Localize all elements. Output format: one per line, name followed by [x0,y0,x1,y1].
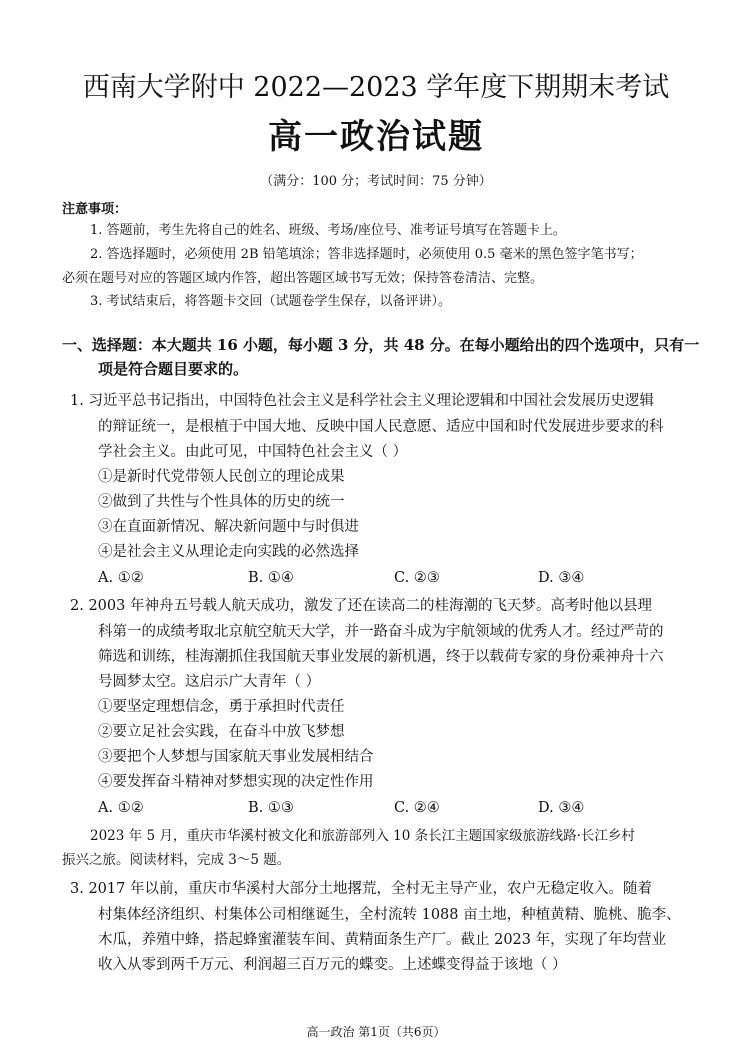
question-1-options [98,567,658,589]
option-a: A. ①② [98,800,144,816]
question-3-line-4: 收入从零到两千万元、利润超三百万元的蝶变。上述蝶变得益于该地（ ） [98,957,567,973]
question-2-options [98,797,658,819]
option-b: B. ①③ [248,800,294,816]
question-2-statement-2: ②要立足社会实践，在奋斗中放飞梦想 [98,724,345,740]
notice-item-3: 3. 考试结束后，将答题卡交回（试题卷学生保存，以备评讲）。 [90,294,452,309]
option-d: D. ③④ [538,570,585,586]
question-3-line-1: 3. 2017 年以前，重庆市华溪村大部分土地撂荒，全村无主导产业，农户无稳定收入。随着 [70,881,652,897]
option-d: D. ③④ [538,800,585,816]
question-2-statement-3: ③要把个人梦想与国家航天事业发展相结合 [98,749,374,765]
question-1-line-3: 学社会主义。由此可见，中国特色社会主义（ ） [98,444,408,460]
notice-heading: 注意事项： [62,202,128,217]
question-1-line-2: 的辩证统一，是根植于中国大地、反映中国人民意愿、适应中国和时代发展进步要求的科 [98,419,664,435]
option-c: C. ②③ [394,570,440,586]
exam-info: （满分：100 分；考试时间：75 分钟） [260,174,492,189]
notice-item-1: 1. 答题前，考生先将自己的姓名、班级、考场/座位号、准考证号填写在答题卡上。 [90,223,566,238]
material-line-1: 2023 年 5 月，重庆市华溪村被文化和旅游部列入 10 条长江主题国家级旅游线路·长江乡村 [90,828,635,844]
question-2-line-4: 号圆梦太空。这启示广大青年（ ） [98,674,321,690]
notice-item-2-line-2: 必须在题号对应的答题区域内作答，超出答题区域书写无效；保持答卷清洁、完整。 [62,271,544,286]
question-2-statement-4: ④要发挥奋斗精神对梦想实现的决定性作用 [98,774,374,790]
question-1-statement-1: ①是新时代党带领人民创立的理论成果 [98,469,345,485]
page-footer: 高一政治 第1页（共6页） [306,1025,446,1039]
option-c: C. ②④ [394,800,440,816]
option-b: B. ①④ [248,570,294,586]
question-1-statement-4: ④是社会主义从理论走向实践的必然选择 [98,544,359,560]
exam-title: 西南大学附中 2022—2023 学年度下期期末考试 [82,72,670,103]
question-2-statement-1: ①要坚定理想信念，勇于承担时代责任 [98,699,345,715]
question-1-statement-2: ②做到了共性与个性具体的历史的统一 [98,494,345,510]
subject-title: 高一政治试题 [268,117,484,157]
section-1-heading-cont: 项是符合题目要求的。 [98,360,249,378]
question-1-line-1: 1. 习近平总书记指出，中国特色社会主义是科学社会主义理论逻辑和中国社会发展历史逻辑 [70,393,654,409]
question-1-statement-3: ③在直面新情况、解决新问题中与时俱进 [98,519,359,535]
question-2-line-2: 科第一的成绩考取北京航空航天大学，并一路奋斗成为宇航领域的优秀人才。经过严苛的 [98,624,664,640]
section-1-heading: 一、选择题：本大题共 16 小题，每小题 3 分，共 48 分。在每小题给出的四个选项中，只有一 [62,336,700,354]
question-2-line-1: 2. 2003 年神舟五号载人航天成功，激发了还在读高二的桂海潮的飞天梦。高考时他以县理 [70,598,652,614]
material-line-2: 振兴之旅。阅读材料，完成 3～5 题。 [62,852,291,868]
notice-item-2-line-1: 2. 答选择题时，必须使用 2B 铅笔填涂；答非选择题时，必须使用 0.5 毫米的黑色签字笔书写； [90,247,643,262]
option-a: A. ①② [98,570,144,586]
question-3-line-2: 村集体经济组织、村集体公司相继诞生，全村流转 1088 亩土地，种植黄精、脆桃、脆李、 [98,907,681,923]
question-3-line-3: 木瓜，养殖中蜂，搭起蜂蜜灌装车间、黄精面条生产厂。截止 2023 年，实现了年均营业 [98,932,667,948]
question-2-line-3: 筛选和训练，桂海潮抓住我国航天事业发展的新机遇，终于以载荷专家的身份乘神舟十六 [98,649,664,665]
